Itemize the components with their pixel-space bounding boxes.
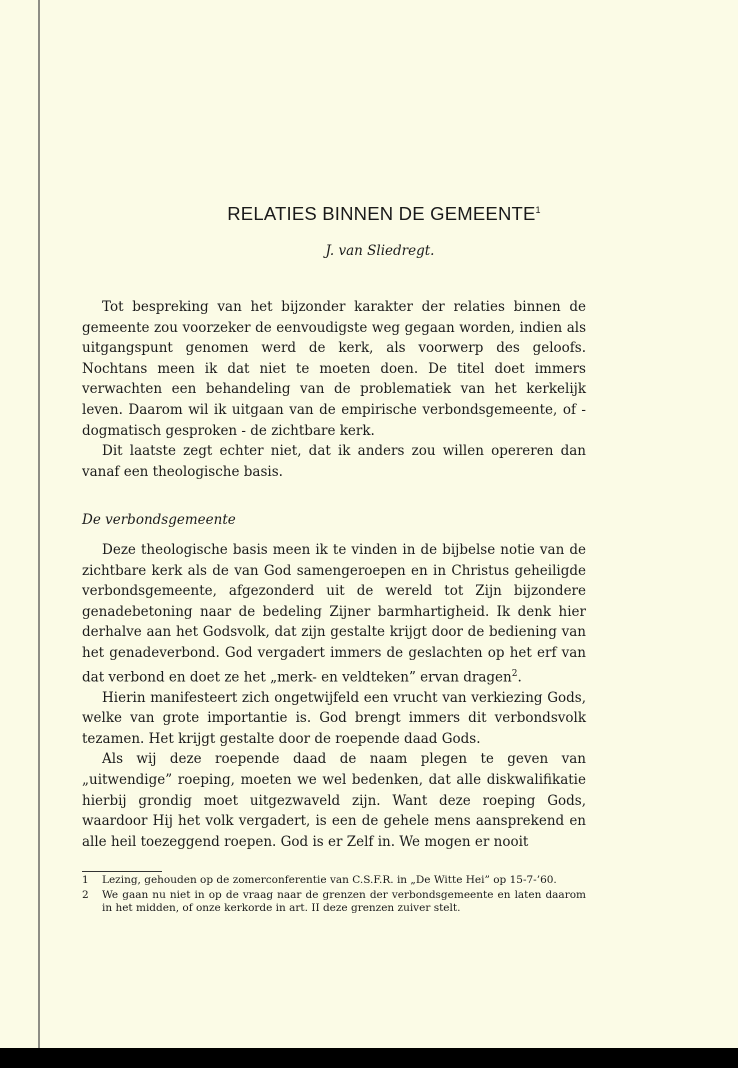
footnote-ref-2: 2 bbox=[511, 668, 518, 679]
footnote-number: 2 bbox=[82, 888, 89, 901]
section-paragraph-1 bbox=[82, 540, 586, 688]
author-name: J. van Sliedregt. bbox=[325, 243, 435, 259]
footnotes bbox=[82, 874, 586, 917]
footnote-1 bbox=[82, 874, 586, 888]
page-bottom-edge bbox=[0, 1048, 738, 1068]
footnote-rule bbox=[82, 871, 162, 872]
page-left-edge bbox=[38, 0, 40, 1050]
section-paragraph-3: Als wij deze roepende daad de naam plegen te geven van „uitwendige” roeping, moeten we wel bedenken, dat alle diskwalifikatie hierbij grondig moet uitgezwaveld zijn. Want deze roeping Gods, waardoor Hij het volk vergadert, is een de gehele mens aansprekend en alle heil toezeggend roepen. God is er Zelf in. We mogen er nooit bbox=[82, 751, 586, 850]
footnote-text: We gaan nu niet in op de vraag naar de grenzen der verbondsgemeente en laten daarom in het midden, of onze kerkorde in art. II deze grenzen zuiver stelt. bbox=[102, 888, 586, 914]
section-paragraph-2: Hierin manifesteert zich ongetwijfeld een vrucht van verkiezing Gods, welke van grote importantie is. God brengt immers dit verbondsvolk tezamen. Het krijgt gestalte door de roepende daad Gods. bbox=[82, 689, 586, 747]
intro-paragraph-1: Tot bespreking van het bijzonder karakter der relaties binnen de gemeente zou voorzeker de eenvoudigste weg gegaan worden, indien als uitgangspunt genomen werd de kerk, als voorwerp des geloofs. Nochtans meen ik dat niet te moeten doen. De titel doet immers verwachten een behandeling van de problematiek van het kerkelijk leven. Daarom wil ik uitgaan van de empirische verbondsgemeente, of - dogmatisch gesproken - de zichtbare kerk. bbox=[82, 299, 586, 439]
section-paragraph-1-text: Deze theologische basis meen ik te vinden in de bijbelse notie van de zichtbare kerk als de van God samengeroepen en in Christus geheiligde verbondsgemeente, afgezonderd uit de wereld tot Zijn bijzondere genadebetoning naar de bedeling Zijner barmhartigheid. Ik denk hier derhalve aan het Godsvolk, dat zijn gestalte krijgt door de bediening van het genadeverbond. God vergadert immers de geslachten op het erf van dat verbond en doet ze het „merk- en veldteken” ervan dragen bbox=[82, 542, 586, 686]
intro-text bbox=[82, 297, 586, 482]
section-heading: De verbondsgemeente bbox=[82, 512, 236, 528]
section-text bbox=[82, 540, 586, 852]
article-title bbox=[0, 203, 738, 225]
footnote-2 bbox=[82, 889, 586, 916]
footnote-number: 1 bbox=[82, 874, 89, 886]
footnote-text: Lezing, gehouden op de zomerconferentie van C.S.F.R. in „De Witte Hei” op 15-7-’60. bbox=[102, 874, 557, 886]
article-title-text: RELATIES BINNEN DE GEMEENTE bbox=[227, 203, 536, 224]
intro-paragraph-2: Dit laatste zegt echter niet, dat ik anders zou willen opereren dan vanaf een theologische basis. bbox=[82, 443, 586, 480]
title-footnote-ref: 1 bbox=[535, 205, 541, 215]
section-paragraph-1-tail: . bbox=[517, 669, 522, 686]
